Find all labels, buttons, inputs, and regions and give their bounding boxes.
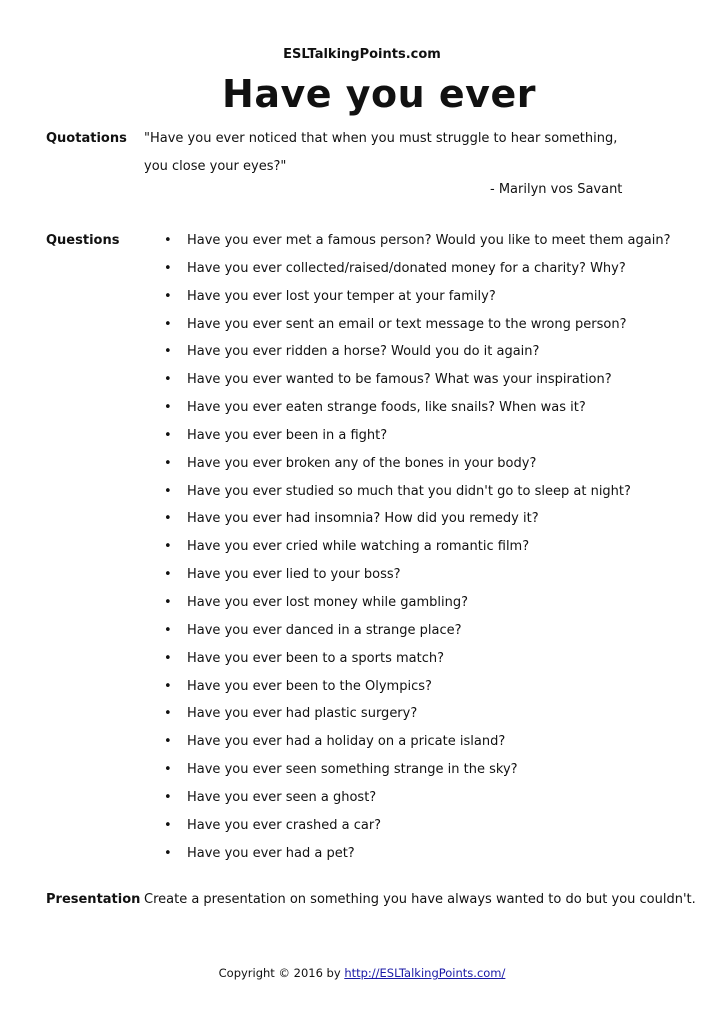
site-name: ESLTalkingPoints.com <box>283 47 441 62</box>
bullet-icon: • <box>164 372 172 388</box>
bullet-icon: • <box>164 427 172 443</box>
questions-label: Questions <box>46 233 120 248</box>
question-text: Have you ever had plastic surgery? <box>187 706 418 722</box>
question-text: Have you ever lost money while gambling? <box>187 594 468 610</box>
question-text: Have you ever been to the Olympics? <box>187 678 432 694</box>
copyright-text: Copyright © 2016 by <box>218 966 345 980</box>
question-text: Have you ever met a famous person? Would you like to meet them again? <box>187 233 671 248</box>
bullet-icon: • <box>164 706 172 722</box>
page-title: Have you ever <box>222 72 536 116</box>
question-text: Have you ever studied so much that you didn't go to sleep at night? <box>187 483 631 499</box>
bullet-icon: • <box>164 288 172 304</box>
bullet-icon: • <box>164 483 172 499</box>
bullet-icon: • <box>164 845 172 861</box>
quote-line-1: "Have you ever noticed that when you must struggle to hear something, <box>144 131 618 146</box>
question-text: Have you ever lost your temper at your family? <box>187 288 496 304</box>
bullet-icon: • <box>164 594 172 610</box>
question-text: Have you ever seen something strange in the sky? <box>187 762 518 778</box>
quote-line-2: you close your eyes?" <box>144 159 287 174</box>
question-text: Have you ever had a pet? <box>187 845 355 861</box>
question-text: Have you ever collected/raised/donated money for a charity? Why? <box>187 260 626 276</box>
website-link[interactable]: http://ESLTalkingPoints.com/ <box>344 966 506 980</box>
quotations-label: Quotations <box>46 131 127 146</box>
bullet-icon: • <box>164 400 172 416</box>
question-text: Have you ever had a holiday on a pricate island? <box>187 734 506 750</box>
bullet-icon: • <box>164 762 172 778</box>
bullet-icon: • <box>164 622 172 638</box>
question-text: Have you ever eaten strange foods, like snails? When was it? <box>187 400 586 416</box>
bullet-icon: • <box>164 511 172 527</box>
bullet-icon: • <box>164 789 172 805</box>
question-text: Have you ever seen a ghost? <box>187 789 377 805</box>
bullet-icon: • <box>164 678 172 694</box>
footer <box>0 966 724 980</box>
question-text: Have you ever crashed a car? <box>187 817 382 833</box>
question-text: Have you ever sent an email or text message to the wrong person? <box>187 316 627 332</box>
question-text: Have you ever been in a fight? <box>187 427 388 443</box>
bullet-icon: • <box>164 455 172 471</box>
bullet-icon: • <box>164 567 172 583</box>
question-text: Have you ever danced in a strange place? <box>187 622 462 638</box>
question-text: Have you ever wanted to be famous? What was your inspiration? <box>187 372 612 388</box>
bullet-icon: • <box>164 344 172 360</box>
question-text: Have you ever lied to your boss? <box>187 567 401 583</box>
question-text: Have you ever been to a sports match? <box>187 650 444 666</box>
question-text: Have you ever cried while watching a romantic film? <box>187 539 530 555</box>
quote-author: - Marilyn vos Savant <box>490 182 623 197</box>
bullet-icon: • <box>164 260 172 276</box>
bullet-icon: • <box>164 233 172 248</box>
presentation-label: Presentation <box>46 892 141 907</box>
bullet-icon: • <box>164 316 172 332</box>
bullet-icon: • <box>164 817 172 833</box>
question-text: Have you ever had insomnia? How did you remedy it? <box>187 511 539 527</box>
question-text: Have you ever broken any of the bones in your body? <box>187 455 537 471</box>
presentation-text: Create a presentation on something you have always wanted to do but you couldn't. <box>144 892 696 907</box>
question-text: Have you ever ridden a horse? Would you do it again? <box>187 344 540 360</box>
bullet-icon: • <box>164 650 172 666</box>
bullet-icon: • <box>164 539 172 555</box>
bullet-icon: • <box>164 734 172 750</box>
